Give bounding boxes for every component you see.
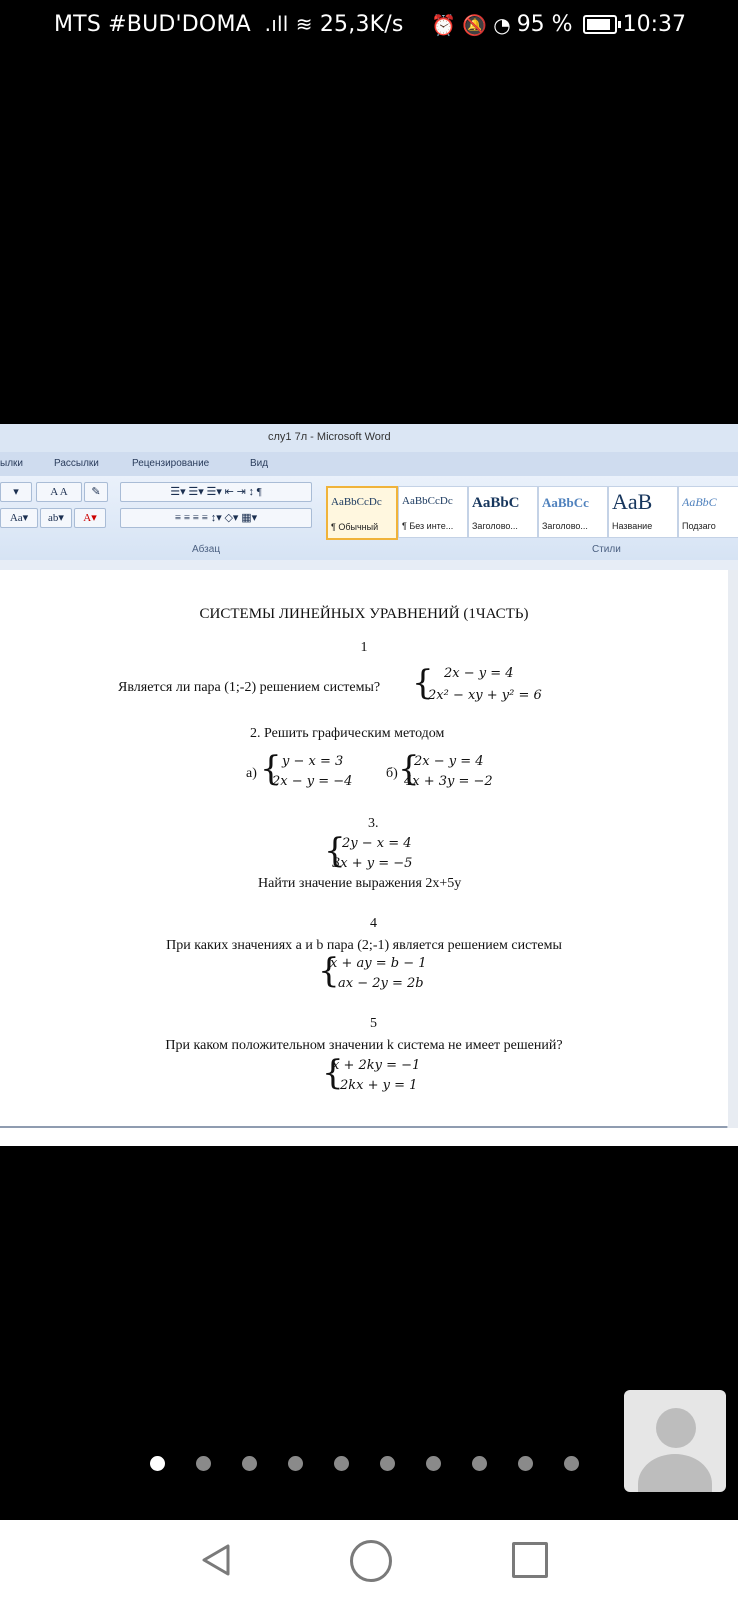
problem-5-text: При каком положительном значении k система не имеет решений? bbox=[165, 1038, 563, 1053]
navigation-bar bbox=[0, 1520, 738, 1600]
wifi-icon: ≋ bbox=[295, 12, 313, 36]
pager-dot[interactable] bbox=[288, 1456, 303, 1471]
font-dropdown[interactable]: ▾ bbox=[0, 482, 32, 502]
pager-dot[interactable] bbox=[196, 1456, 211, 1471]
style-sample: AaB bbox=[612, 489, 653, 514]
problem-2b-eq2: 4x + 3y = −2 bbox=[404, 774, 493, 789]
window-title: слу1 7л - Microsoft Word bbox=[268, 431, 391, 443]
tab-references[interactable]: ылки bbox=[0, 458, 23, 469]
word-screenshot[interactable] bbox=[0, 424, 738, 1146]
carrier-name: MTS #BUD'DOMA bbox=[54, 12, 251, 37]
style-name: ¶ Без инте... bbox=[402, 521, 454, 531]
style-sample: AaBbC bbox=[682, 495, 717, 509]
problem-4-number: 4 bbox=[370, 916, 377, 931]
problem-4-eq2: ax − 2y = 2b bbox=[338, 976, 424, 991]
avatar-head-icon bbox=[656, 1408, 696, 1448]
align-buttons[interactable]: ≡ ≡ ≡ ≡ ↕▾ ◇▾ ▦▾ bbox=[120, 508, 312, 528]
pager-dot[interactable] bbox=[472, 1456, 487, 1471]
style-sample: AaBbCcDc bbox=[402, 495, 453, 507]
style-normal[interactable] bbox=[326, 486, 398, 540]
doc-title: СИСТЕМЫ ЛИНЕЙНЫХ УРАВНЕНИЙ (1ЧАСТЬ) bbox=[199, 606, 529, 622]
tab-mailings[interactable]: Рассылки bbox=[54, 458, 99, 469]
problem-2-heading: 2. Решить графическим методом bbox=[250, 726, 445, 741]
battery-icon bbox=[583, 15, 617, 34]
avatar[interactable] bbox=[624, 1390, 726, 1492]
problem-2b-label: б) bbox=[386, 766, 398, 781]
style-name: ¶ Обычный bbox=[331, 522, 379, 532]
style-name: Подзаго bbox=[682, 521, 716, 531]
status-bar bbox=[0, 0, 738, 52]
style-name: Название bbox=[612, 521, 653, 531]
style-title[interactable] bbox=[608, 486, 678, 538]
recent-apps-icon[interactable] bbox=[512, 1542, 548, 1578]
problem-2a-eq1: y − x = 3 bbox=[282, 754, 344, 769]
brace-icon: { bbox=[324, 831, 346, 871]
problem-3-eq1: 2y − x = 4 bbox=[342, 836, 412, 851]
clock: 10:37 bbox=[622, 12, 686, 37]
ribbon bbox=[0, 476, 738, 561]
brace-icon: { bbox=[398, 749, 420, 789]
style-subtitle[interactable] bbox=[678, 486, 738, 538]
problem-3-number: 3. bbox=[368, 816, 379, 831]
styles-group-label: Стили bbox=[592, 544, 621, 555]
problem-1-eq2: 2x² − xy + y² = 6 bbox=[428, 688, 542, 703]
grow-font-button[interactable]: A A bbox=[36, 482, 82, 502]
style-heading-2[interactable] bbox=[538, 486, 608, 538]
highlight-icon[interactable]: ab▾ bbox=[40, 508, 72, 528]
home-icon[interactable] bbox=[350, 1540, 392, 1582]
alarm-icon: ⏰ bbox=[431, 12, 457, 37]
network-speed: 25,3K/s bbox=[319, 12, 404, 37]
status-left bbox=[54, 12, 404, 37]
avatar-body-icon bbox=[638, 1454, 712, 1492]
clear-format-icon[interactable]: ✎ bbox=[84, 482, 108, 502]
word-titlebar bbox=[0, 424, 738, 453]
pager-dot[interactable] bbox=[518, 1456, 533, 1471]
document-page[interactable] bbox=[0, 570, 728, 1126]
problem-5-eq1: x + 2ky = −1 bbox=[332, 1058, 421, 1073]
list-buttons[interactable]: ☰▾ ☰▾ ☰▾ ⇤ ⇥ ↕ ¶ bbox=[120, 482, 312, 502]
pager-dot[interactable] bbox=[380, 1456, 395, 1471]
change-case-button[interactable]: Aa▾ bbox=[0, 508, 38, 528]
problem-1-eq1: 2x − y = 4 bbox=[444, 666, 514, 681]
tab-review[interactable]: Рецензирование bbox=[132, 458, 210, 469]
font-color-icon[interactable]: A▾ bbox=[74, 508, 106, 528]
brace-icon: { bbox=[260, 749, 282, 789]
problem-5-eq2: 2kx + y = 1 bbox=[340, 1078, 418, 1093]
problem-4-eq1: x + ay = b − 1 bbox=[330, 956, 427, 971]
style-no-spacing[interactable] bbox=[398, 486, 468, 538]
vertical-scrollbar[interactable] bbox=[727, 570, 738, 1128]
tab-view[interactable]: Вид bbox=[250, 458, 269, 469]
style-sample: AaBbC bbox=[472, 495, 520, 511]
problem-2a-eq2: 2x − y = −4 bbox=[272, 774, 353, 789]
status-right bbox=[431, 12, 686, 37]
problem-5-number: 5 bbox=[370, 1016, 377, 1031]
brace-icon: { bbox=[322, 1053, 344, 1093]
pager-dot[interactable] bbox=[564, 1456, 579, 1471]
data-saver-icon: ◔ bbox=[493, 12, 511, 37]
pager-dot[interactable] bbox=[334, 1456, 349, 1471]
style-heading-1[interactable] bbox=[468, 486, 538, 538]
paragraph-group-label: Абзац bbox=[192, 544, 221, 555]
font-group-launcher[interactable] bbox=[0, 544, 3, 555]
problem-3-text: Найти значение выражения 2x+5y bbox=[258, 876, 462, 891]
pager-dot[interactable] bbox=[242, 1456, 257, 1471]
ribbon-tabs bbox=[0, 452, 738, 476]
pager-dot[interactable] bbox=[426, 1456, 441, 1471]
problem-1-text: Является ли пара (1;-2) решением системы? bbox=[118, 680, 381, 695]
style-name: Заголово... bbox=[472, 521, 518, 531]
brace-icon: { bbox=[318, 951, 340, 991]
problem-2a-label: а) bbox=[246, 766, 257, 781]
problem-1-number: 1 bbox=[360, 640, 368, 655]
bell-off-icon: 🔕 bbox=[462, 12, 488, 37]
style-sample: AaBbCcDc bbox=[331, 496, 382, 508]
style-name: Заголово... bbox=[542, 521, 588, 531]
back-icon[interactable] bbox=[196, 1540, 236, 1580]
problem-4-text: При каких значениях a и b пара (2;-1) является решением системы bbox=[166, 938, 562, 953]
brace-icon: { bbox=[412, 663, 434, 703]
problem-3-eq2: 3x + y = −5 bbox=[332, 856, 413, 871]
style-sample: AaBbCc bbox=[542, 495, 589, 510]
signal-icon: .ıll bbox=[258, 12, 289, 36]
battery-percent: 95 % bbox=[516, 12, 573, 37]
problem-2b-eq1: 2x − y = 4 bbox=[414, 754, 484, 769]
pager-dot[interactable] bbox=[150, 1456, 165, 1471]
